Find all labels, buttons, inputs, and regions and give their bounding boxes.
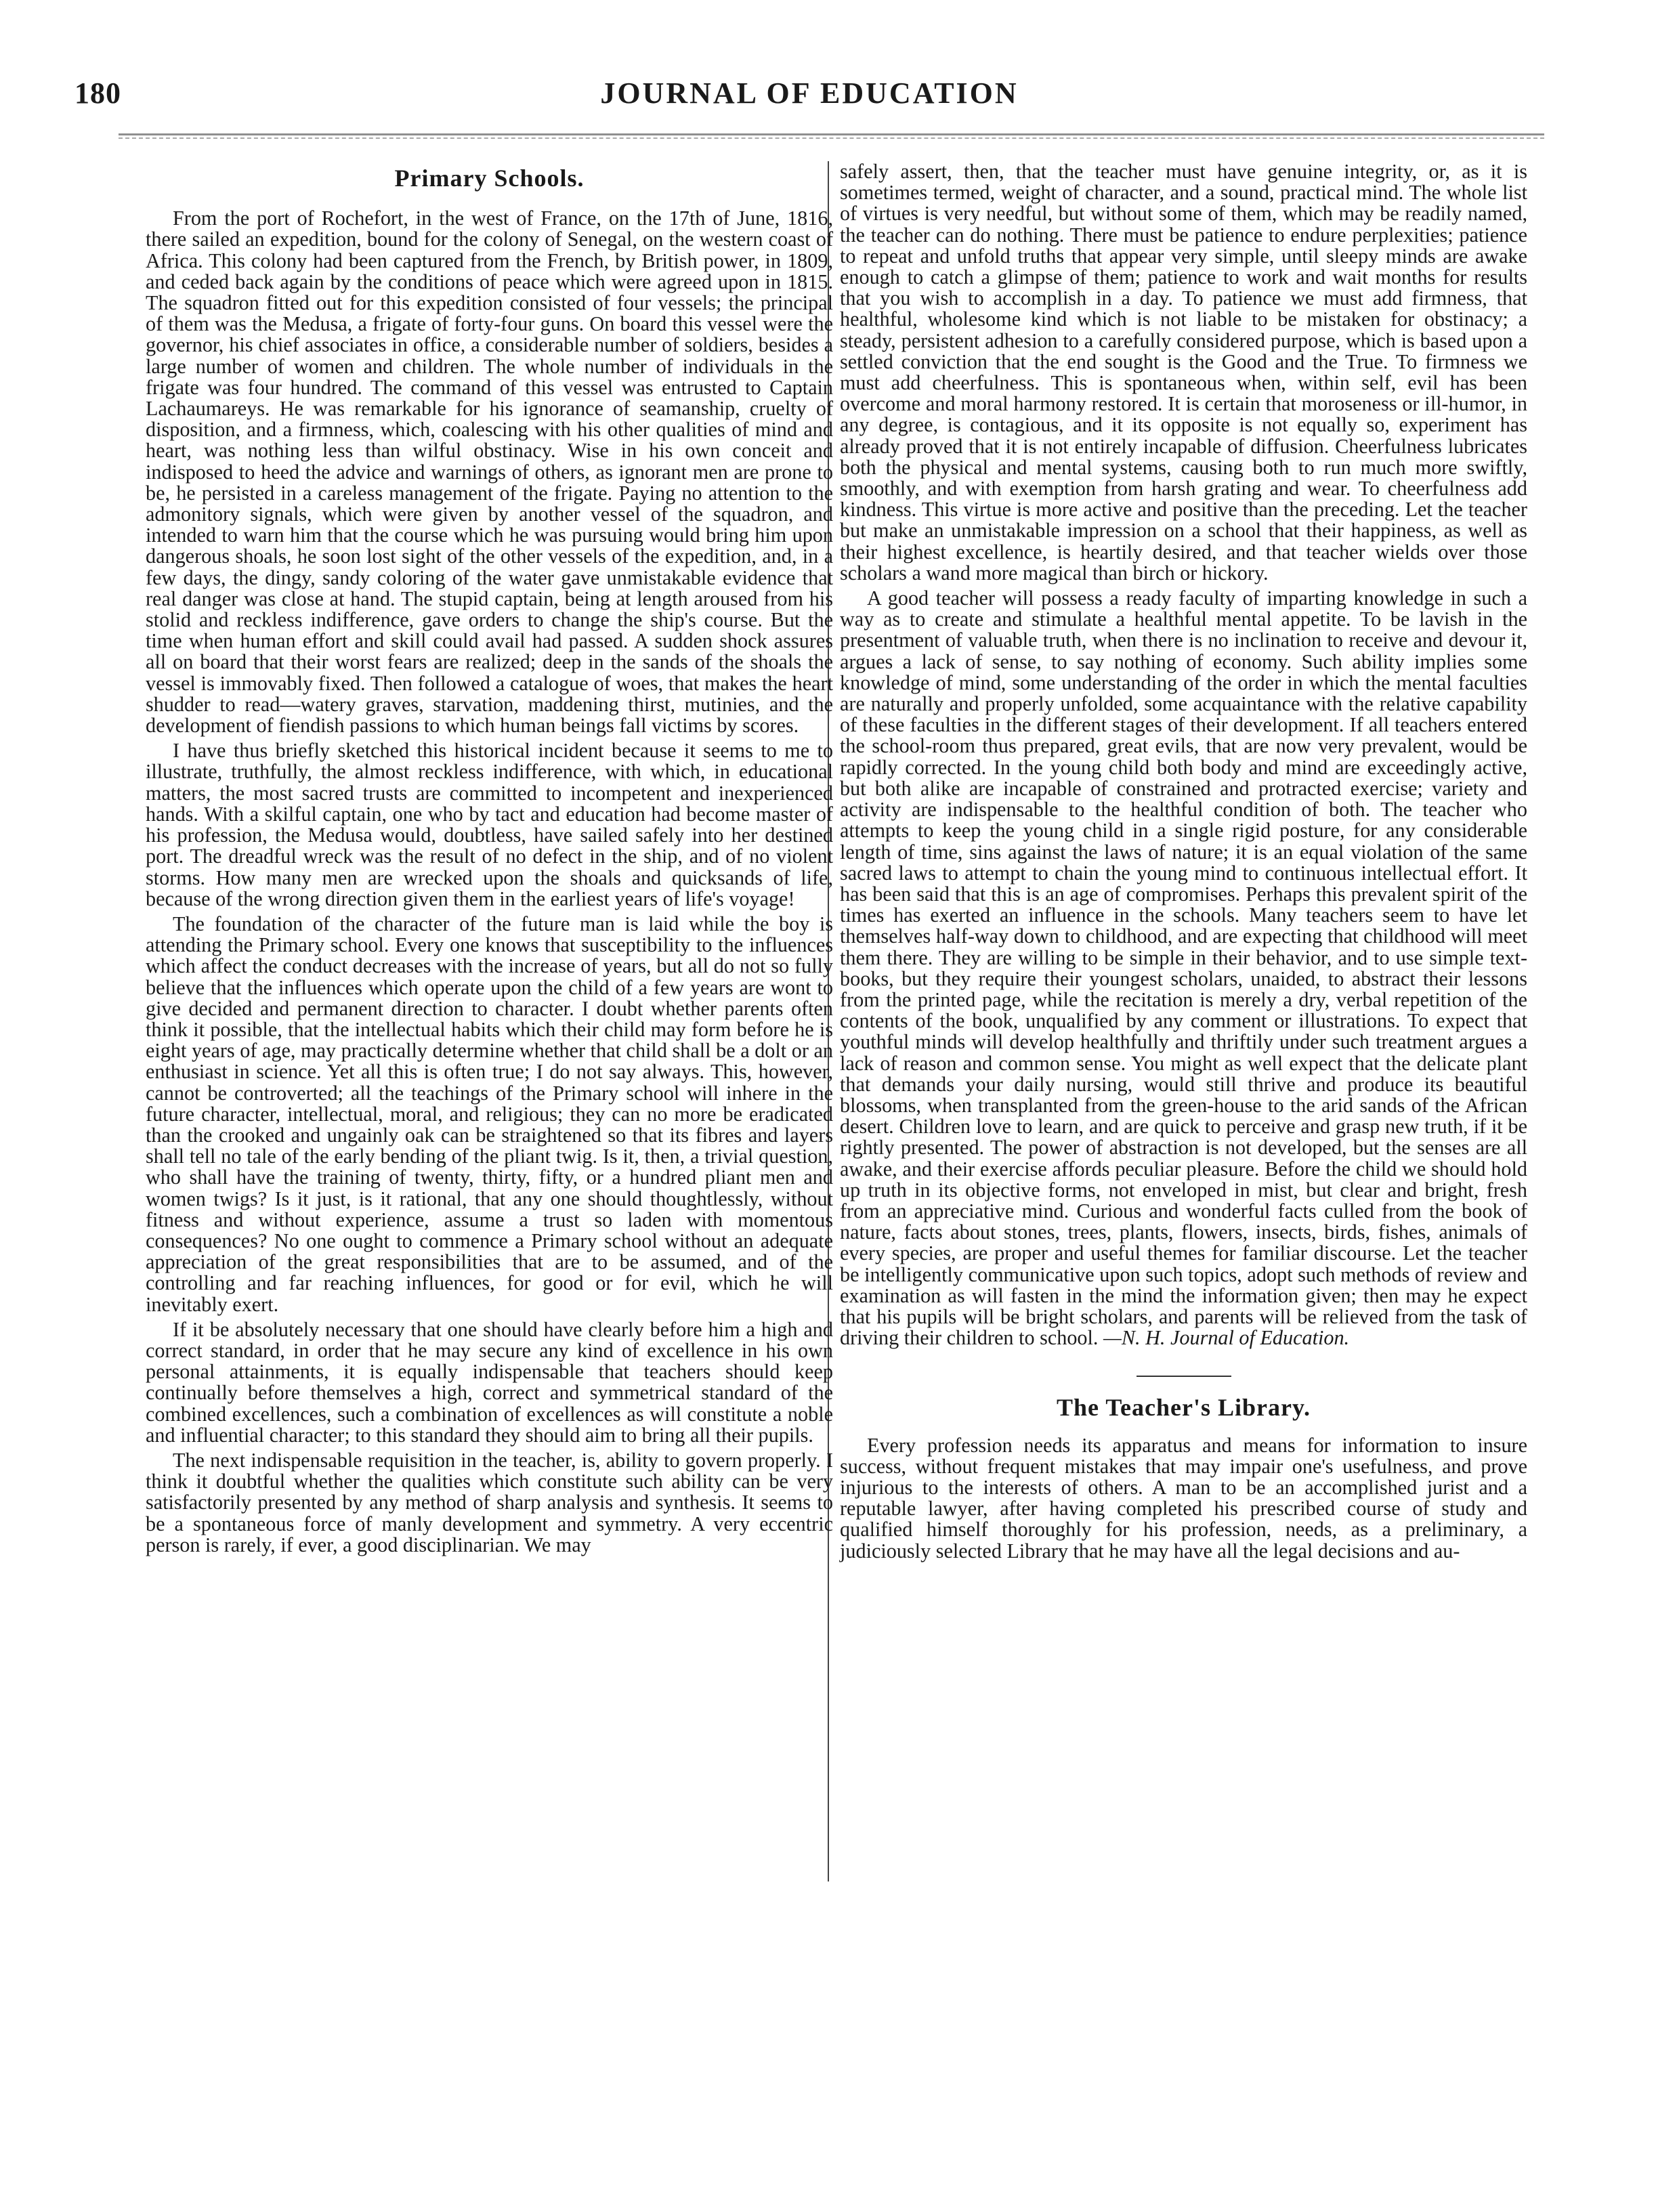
section-divider	[1137, 1376, 1231, 1377]
article-title-teachers-library: The Teacher's Library.	[1056, 1394, 1311, 1422]
article-paragraph: The foundation of the character of the future man is laid while the boy is attending the Primary school. Every one knows that susceptibility to the influences which affect the conduct decreases with the increase of years, but all do not so fully believe that the influences which operate upon the child of a few years are wont to give decided and permanent direction to character. I doubt whether parents often think it possible, that the intellectual habits which their child may form before he is eight years of age, may practically determine whether that child shall be a dolt or an enthusiast in science. Yet all this is often true; I do not say always. This, however, cannot be controverted; all the teachings of the Primary school will inhere in the future character, intellectual, moral, and religious; they can no more be eradicated than the crooked and ungainly oak can be straightened so that its fibres and layers shall tell no tale of the early bending of the pliant twig. Is it, then, a trivial question, who shall have the training of twenty, thirty, fifty, or a hundred pliant men and women twigs? Is it just, is it rational, that any one should thoughtlessly, without fitness and without experience, assume a trust so laden with momentous consequences? No one ought to commence a Primary school without an adequate appreciation of the great responsibilities that are to be assumed, and of the controlling and far reaching influences, for good or for evil, which he will inevitably exert.	[146, 912, 833, 1316]
source-signature: —N. H. Journal of Education.	[1103, 1326, 1350, 1350]
paragraph-text: A good teacher will possess a ready faculty of imparting knowledge in such a way as to create and stimulate a healthful mental appetite. To be lavish in the presentment of valuable truth, when there is no inclination to receive and devour it, argues a lack of sense, to say nothing of economy. Such ability implies some knowledge of mind, some understanding of the order in which the mental faculties are naturally and properly unfolded, some acquaintance with the relative capability of these faculties in the different stages of their development. If all teachers entered the school-room thus prepared, great evils, that are now very prevalent, would be rapidly corrected. In the young child both body and mind are exceedingly active, but both alike are incapable of constrained and protracted exercise; variety and activity are indispensable to the healthful condition of both. The teacher who attempts to keep the young child in a single rigid posture, for any considerable length of time, sins against the laws of nature; it is an equal violation of the same sacred laws to attempt to chain the young mind to continuous intellectual effort. It has been said that this is an age of compromises. Perhaps this prevalent spirit of the times has exerted an influence in the schools. Many teachers seem to have let themselves half-way down to childhood, and are expecting that childhood will meet them there. They are willing to be simple in their behavior, and to use simple text-books, but they require their youngest scholars, unaided, to abstract their lessons from the printed page, while the recitation is merely a dry, verbal repetition of the contents of the book, unqualified by any comment or illustrations. To expect that youthful minds will develop healthfully and thriftily under such treatment argues a lack of reason and common sense. You might as well expect that the delicate plant that demands your daily nursing, would still thrive and produce its beautiful blossoms, when transplanted from the green-house to the arid sands of the African desert. Children love to learn, and are quick to perceive and grasp new truth, if it be rightly presented. The power of abstraction is not developed, but the senses are all awake, and their exercise affords peculiar pleasure. Before the child we should hold up truth in its objective forms, not enveloped in mist, but clear and bright, fresh from an appreciative mind. Curious and wonderful facts culled from the book of nature, facts about stones, trees, plants, flowers, insects, birds, fishes, animals of every species, are proper and useful themes for familiar discourse. Let the teacher be intelligently communicative upon such topics, adopt such methods of review and examination as will fasten in the mind the information given; then may he expect that his pupils will be bright scholars, and parents will be relieved from the task of driving their children to school.	[840, 587, 1527, 1350]
page-header	[75, 76, 1544, 123]
running-title: JOURNAL OF EDUCATION	[600, 77, 1019, 110]
article-paragraph: Every profession needs its apparatus and means for information to insure success, without frequent mistakes that may impair one's usefulness, and prove injurious to the interests of others. A man to be an accomplished jurist and a reputable lawyer, after having completed his prescribed course of study and qualified himself thoroughly for his profession, needs, as a preliminary, a judiciously selected Library that he may have all the legal decisions and au-	[840, 1433, 1527, 1562]
article-paragraph: The next indispensable requisition in the teacher, is, ability to govern properly. I think it doubtful whether the qualities which constitute such ability can be very satisfactorily presented by any method of sharp analysis and synthesis. It seems to be a spontaneous force of manly development and symmetry. A very eccentric person is rarely, if ever, a good disciplinarian. We may	[146, 1448, 833, 1556]
header-rule-dashed	[119, 137, 1544, 139]
article-paragraph	[840, 588, 1527, 1348]
page-number: 180	[75, 77, 121, 110]
article-paragraph: If it be absolutely necessary that one should have clearly before him a high and correct standard, in order that he may secure any kind of excellence in his own personal attainments, it is equally indispensable that teachers should keep continually before themselves a high, correct and symmetrical standard of the combined excellences, such a combination of excellences as will constitute a noble and influential character; to this standard they should aim to bring all their pupils.	[146, 1317, 833, 1447]
article-title-primary-schools: Primary Schools.	[394, 165, 585, 192]
article-paragraph-continued: safely assert, then, that the teacher must have genuine integrity, or, as it is sometimes termed, weight of character, and a sound, practical mind. The whole list of virtues is very needful, but without some of them, which may be readily named, the teacher can do nothing. There must be patience to endure perplexities; patience to repeat and unfold truths that appear very simple, until sleepy minds are awake enough to catch a glimpse of them; patience to work and wait months for results that you wish to accomplish in a day. To patience we must add firmness, that healthful, wholesome kind which is not liable to be mistaken for obstinacy; a steady, persistent adhesion to a carefully considered purpose, which is based upon a settled conviction that the end sought is the Good and the True. To firmness we must add cheerfulness. This is spontaneous when, within self, evil has been overcome and moral harmony restored. It is certain that moroseness or ill-humor, in any degree, is contagious, and it its opposite is not equally so, experiment has already proved that it is not entirely incapable of diffusion. Cheerfulness lubricates both the physical and mental systems, causing both to run much more swiftly, smoothly, and with exemption from harsh grating and wear. To cheerfulness add kindness. This virtue is more active and positive than the preceding. Let the teacher but make an unmistakable impression on a school that their happiness, as well as their highest excellence, is heartily desired, and that teacher wields over those scholars a wand more magical than birch or hickory.	[840, 160, 1527, 584]
article-paragraph: From the port of Rochefort, in the west of France, on the 17th of June, 1816, there sailed an expedition, bound for the colony of Senegal, on the western coast of Africa. This colony had been captured from the French, by British power, in 1809, and ceded back again by the conditions of peace which were agreed upon in 1815. The squadron fitted out for this expedition consisted of four vessels; the principal of them was the Medusa, a frigate of forty-four guns. On board this vessel were the governor, his chief associates in office, a considerable number of soldiers, besides a large number of women and children. The whole number of individuals in the frigate was four hundred. The command of this vessel was entrusted to Captain Lachaumareys. He was remarkable for his ignorance of seamanship, cruelty of disposition, and a firmness, which, coalescing with his other qualities of mind and heart, was nothing less than wilful obstinacy. Wise in his own conceit and indisposed to heed the advice and warnings of others, as ignorant men are prone to be, he persisted in a careless management of the frigate. Paying no attention to the admonitory signals, which were given by another vessel of the squadron, and intended to warn him that the course which he was pursuing would bring him upon dangerous shoals, he soon lost sight of the other vessels of the expedition, and, in a few days, the dingy, sandy coloring of the water gave unmistakable evidence that real danger was close at hand. The stupid captain, being at length aroused from his stolid and reckless indifference, gave orders to change the ship's course. But the time when human effort and skill could avail had passed. A sudden shock assures all on board that their worst fears are realized; deep in the sands of the shoals the vessel is immovably fixed. Then followed a catalogue of woes, that makes the heart shudder to read—watery graves, starvation, maddening thirst, mutinies, and the development of fiendish passions to which human beings fall victims by scores.	[146, 207, 833, 738]
left-column	[146, 161, 833, 1556]
article-paragraph: I have thus briefly sketched this historical incident because it seems to me to illustrate, truthfully, the almost reckless indifference, with which, in educational matters, the most sacred trusts are committed to incompetent and inexperienced hands. With a skilful captain, one who by tact and education had become master of his profession, the Medusa would, doubtless, have sailed safely into her destined port. The dreadful wreck was the result of no defect in the ship, and of no violent storms. How many men are wrecked upon the shoals and quicksands of life, because of the wrong direction given them in the earliest years of life's voyage!	[146, 739, 833, 910]
header-rule	[119, 133, 1544, 135]
right-column	[840, 161, 1527, 1562]
